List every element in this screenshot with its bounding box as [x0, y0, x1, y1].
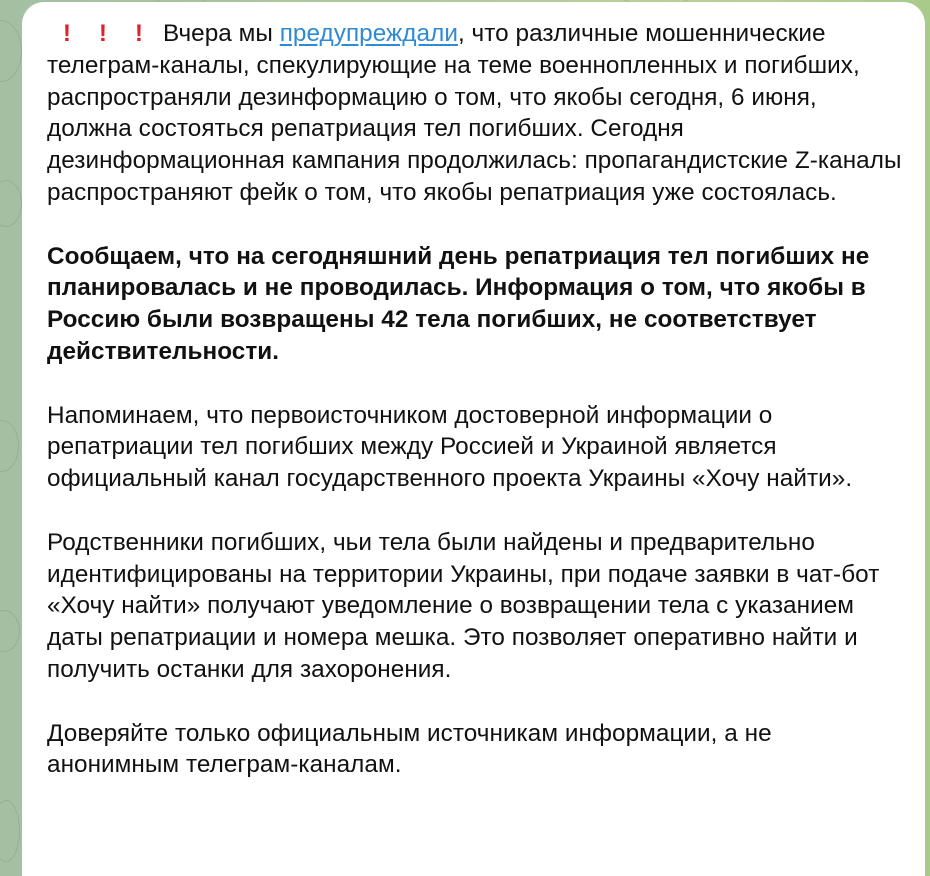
- message-text: [47, 18, 905, 781]
- exclamation-icon: !: [62, 20, 72, 47]
- wallpaper-doodle: [0, 610, 20, 652]
- paragraph-trust: Доверяйте только официальным источникам информации, а не анонимным телеграм-каналам.: [47, 719, 772, 779]
- paragraph-statement: Сообщаем, что на сегодняшний день репатриация тел погибших не планировалась и не проводилась. Информация о том, что якобы в Россию были возвращены 42 тела погибших, не соответствует действительности.: [47, 242, 870, 365]
- wallpaper-doodle: [0, 180, 22, 227]
- paragraph-reminder: Напоминаем, что первоисточником достоверной информации о репатриации тел погибших между Россией и Украиной является официальный канал государственного проекта Украины «Хочу найти».: [47, 401, 853, 493]
- intro-text-before-link: Вчера мы: [163, 20, 280, 47]
- message-bubble: [22, 2, 925, 876]
- warned-link[interactable]: предупреждали: [279, 20, 458, 47]
- wallpaper-doodle: [0, 420, 19, 472]
- warning-icons: [49, 18, 157, 50]
- intro-text-after-link: , что различные мошеннические телеграм-каналы, спекулирующие на теме военнопленных и погибших, распространяли дезинформацию о том, что якобы сегодня, 6 июня, должна состояться репатриация тел погибших. Сегодня дезинформационная кампания продолжилась: пропагандистские Z-каналы распространяют фейк о том, что якобы репатриация уже состоялась.: [47, 20, 902, 206]
- wallpaper-doodle: [0, 20, 22, 82]
- paragraph-intro: [47, 18, 905, 209]
- exclamation-icon: !: [98, 20, 108, 47]
- exclamation-icon: !: [134, 20, 144, 47]
- wallpaper-doodle: [0, 800, 20, 862]
- paragraph-relatives: Родственники погибших, чьи тела были найдены и предварительно идентифицированы на территории Украины, при подаче заявки в чат-бот «Хочу найти» получают уведомление о возвращении тела с указанием даты репатриации и номера мешка. Это позволяет оперативно найти и получить останки для захоронения.: [47, 528, 880, 683]
